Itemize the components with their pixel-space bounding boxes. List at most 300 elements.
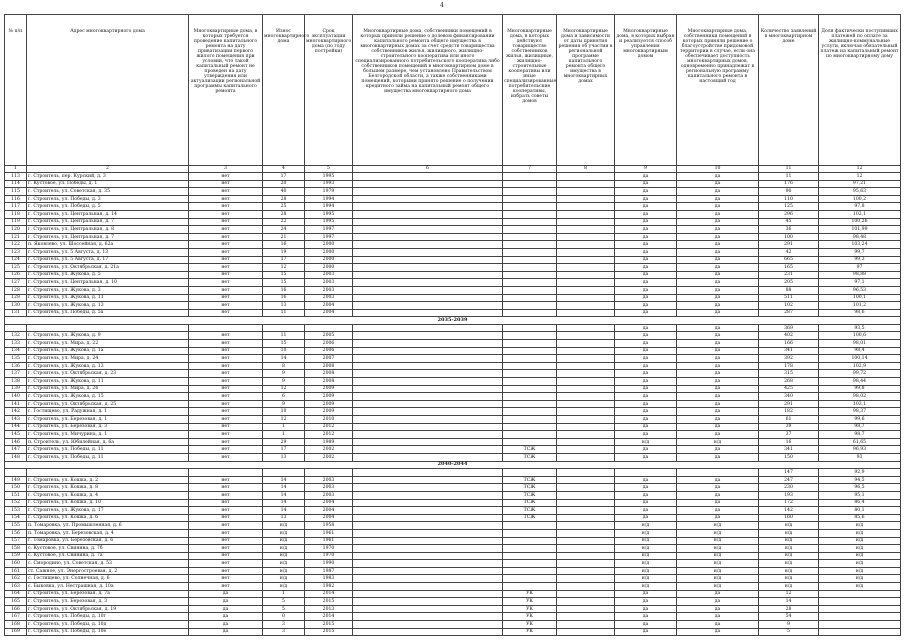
cell-col-8 xyxy=(557,605,615,613)
cell-col-7 xyxy=(503,370,557,378)
cell-col-10: да xyxy=(677,324,759,332)
cell-col-10: да xyxy=(677,476,759,484)
table-row xyxy=(5,560,901,568)
cell-col-3: нет xyxy=(189,180,263,188)
cell-col-12: н/д xyxy=(819,560,901,568)
cell-col-6 xyxy=(353,271,503,279)
cell-col-8 xyxy=(557,332,615,340)
cell-col-11: 369 xyxy=(759,324,819,332)
cell-col-1 xyxy=(5,469,27,477)
cell-col-4: 17 xyxy=(263,446,305,454)
column-number: 9 xyxy=(615,166,677,173)
cell-col-7 xyxy=(503,400,557,408)
cell-col-3: нет xyxy=(189,393,263,401)
cell-col-5: 2007 xyxy=(305,355,353,363)
cell-col-6 xyxy=(353,416,503,424)
cell-col-5: 2013 xyxy=(305,605,353,613)
cell-col-4: н/д xyxy=(263,583,305,591)
table-row xyxy=(5,286,901,294)
cell-col-4: н/д xyxy=(263,545,305,553)
cell-col-10: да xyxy=(677,180,759,188)
cell-col-9: да xyxy=(615,408,677,416)
cell-col-9: да xyxy=(615,340,677,348)
cell-col-12: 95,1 xyxy=(819,491,901,499)
table-row xyxy=(5,378,901,386)
cell-col-4: 12 xyxy=(263,264,305,272)
table-row xyxy=(5,537,901,545)
cell-col-11: 42 xyxy=(759,248,819,256)
table-row xyxy=(5,233,901,241)
cell-col-8 xyxy=(557,279,615,287)
cell-col-5: 1995 xyxy=(305,210,353,218)
cell-col-6 xyxy=(353,453,503,461)
cell-col-9: да xyxy=(615,180,677,188)
cell-col-12: 98,4 xyxy=(819,347,901,355)
cell-col-4: 20 xyxy=(263,180,305,188)
cell-col-12: 97,21 xyxy=(819,180,901,188)
cell-col-7 xyxy=(503,302,557,310)
cell-col-9: да xyxy=(615,188,677,196)
cell-col-4: 3 xyxy=(263,628,305,636)
cell-col-4: 14 xyxy=(263,484,305,492)
cell-col-2: г. Строитель, ул. Победы, д. 10е xyxy=(27,628,189,636)
cell-col-10: да xyxy=(677,400,759,408)
cell-col-9: да xyxy=(615,347,677,355)
cell-col-6 xyxy=(353,552,503,560)
cell-col-8 xyxy=(557,241,615,249)
cell-col-6 xyxy=(353,400,503,408)
cell-col-8 xyxy=(557,264,615,272)
cell-col-3: нет xyxy=(189,218,263,226)
cell-col-4: 9 xyxy=(263,400,305,408)
cell-col-1: 168 xyxy=(5,621,27,629)
cell-col-2: г. Строитель, ул. Кошка, д. 10 xyxy=(27,499,189,507)
cell-col-3 xyxy=(189,469,263,477)
cell-col-4: 24 xyxy=(263,226,305,234)
cell-col-5: 2010 xyxy=(305,416,353,424)
cell-col-1: 165 xyxy=(5,598,27,606)
cell-col-2: г. Строитель, ул. Березовая, д. 1 xyxy=(27,416,189,424)
cell-col-8 xyxy=(557,173,615,181)
cell-col-10: да xyxy=(677,598,759,606)
cell-col-1: 127 xyxy=(5,279,27,287)
cell-col-3: нет xyxy=(189,423,263,431)
column-number: 2 xyxy=(27,166,189,173)
cell-col-5: 1994 xyxy=(305,203,353,211)
cell-col-6 xyxy=(353,188,503,196)
cell-col-2: г. Строитель, ул. Октябрьская, д. 21а xyxy=(27,264,189,272)
column-header-1: № п/п xyxy=(5,15,27,166)
cell-col-3: нет xyxy=(189,514,263,522)
cell-col-10: да xyxy=(677,203,759,211)
table-row xyxy=(5,453,901,461)
cell-col-8 xyxy=(557,545,615,553)
cell-col-3: нет xyxy=(189,188,263,196)
table-row xyxy=(5,173,901,181)
cell-col-6 xyxy=(353,393,503,401)
cell-col-5: 2003 xyxy=(305,484,353,492)
cell-col-8 xyxy=(557,446,615,454)
cell-col-12: 94,5 xyxy=(819,476,901,484)
cell-col-9: да xyxy=(615,400,677,408)
cell-col-3: нет xyxy=(189,264,263,272)
cell-col-11: н/д xyxy=(759,552,819,560)
cell-col-6 xyxy=(353,476,503,484)
housing-table xyxy=(4,14,901,636)
table-row xyxy=(5,248,901,256)
column-header-8: Многоквартирные дома и зависимости от даты принятия решения об участии в региональной программе капитального ремонта общего имущества в многоквартирных домах xyxy=(557,15,615,166)
column-header-6: Многоквартирные дома, собственники помещений в которых приняли решение о долевом финансировании капитального ремонта общего имущества в многоквартирных домах за счет средств товарищества собственников жилья, жилищного, жилищно-строительного кооператива или иного специализированного потребительского кооператива либо собственников помещений в многоквартирном доме в большем размере, чем установлено Правительством Белгородской области, а также собственниками помещений, которыми принято решение о получении кредитного займа на капитальный ремонт общего имущества многоквартирного дома xyxy=(353,15,503,166)
cell-col-2: г. Строитель, ул. Кошка, д. 2 xyxy=(27,476,189,484)
cell-col-5: 1961 xyxy=(305,529,353,537)
cell-col-8 xyxy=(557,529,615,537)
cell-col-1: 132 xyxy=(5,332,27,340)
cell-col-3: нет xyxy=(189,173,263,181)
cell-col-7 xyxy=(503,203,557,211)
cell-col-12: 96,53 xyxy=(819,286,901,294)
cell-col-11: 5 xyxy=(759,628,819,636)
cell-col-7: ТСЖ xyxy=(503,491,557,499)
column-number: 4 xyxy=(263,166,305,173)
cell-col-4: 29 xyxy=(263,438,305,446)
cell-col-11: 511 xyxy=(759,294,819,302)
table-row xyxy=(5,529,901,537)
cell-col-11: н/д xyxy=(759,583,819,591)
cell-col-10: н/д xyxy=(677,545,759,553)
cell-col-3 xyxy=(189,324,263,332)
cell-col-12: 99,7 xyxy=(819,248,901,256)
cell-col-5: 2003 xyxy=(305,476,353,484)
cell-col-10: да xyxy=(677,628,759,636)
table-row xyxy=(5,340,901,348)
cell-col-6 xyxy=(353,264,503,272)
cell-col-3: нет xyxy=(189,552,263,560)
cell-col-11: 61 xyxy=(759,416,819,424)
cell-col-9: да xyxy=(615,514,677,522)
cell-col-7 xyxy=(503,545,557,553)
cell-col-2: п. Томаровка, ул. Березовская, д. 4 xyxy=(27,529,189,537)
cell-col-9: да xyxy=(615,393,677,401)
cell-col-9: да xyxy=(615,484,677,492)
cell-col-5: 2000 xyxy=(305,256,353,264)
table-row xyxy=(5,575,901,583)
cell-col-12: 92,9 xyxy=(819,469,901,477)
cell-col-3: нет xyxy=(189,560,263,568)
cell-col-3: нет xyxy=(189,484,263,492)
column-header-7: Многоквартирные дома, в которых действуют товарищество собственников жилья, жилищные, жилищно-строительные кооперативы или иные специализированные потребительские кооперативы, избрать советы домов xyxy=(503,15,557,166)
cell-col-6 xyxy=(353,514,503,522)
cell-col-9: да xyxy=(615,423,677,431)
cell-col-6 xyxy=(353,226,503,234)
cell-col-8 xyxy=(557,271,615,279)
cell-col-9: да xyxy=(615,416,677,424)
cell-col-12: 97,1 xyxy=(819,279,901,287)
cell-col-7 xyxy=(503,294,557,302)
cell-col-1: 116 xyxy=(5,195,27,203)
cell-col-9: н/д xyxy=(615,583,677,591)
cell-col-4: 1 xyxy=(263,423,305,431)
cell-col-2: г. Строитель, ул. Жукова, д. 5 xyxy=(27,271,189,279)
cell-col-10: да xyxy=(677,453,759,461)
cell-col-8 xyxy=(557,248,615,256)
cell-col-12: 103,24 xyxy=(819,241,901,249)
cell-col-8 xyxy=(557,567,615,575)
cell-col-12: н/д xyxy=(819,529,901,537)
cell-col-2: г. Строитель, ул. Октябрьская, д. 25 xyxy=(27,400,189,408)
cell-col-5: 1993 xyxy=(305,180,353,188)
cell-col-4: 13 xyxy=(263,514,305,522)
cell-col-7: ТСЖ xyxy=(503,499,557,507)
column-number: 10 xyxy=(677,166,759,173)
cell-col-6 xyxy=(353,332,503,340)
cell-col-12 xyxy=(819,613,901,621)
cell-col-2: г. Гостищево, ул. Радужная, д. 1 xyxy=(27,408,189,416)
cell-col-6 xyxy=(353,613,503,621)
cell-col-3: нет xyxy=(189,332,263,340)
cell-col-6 xyxy=(353,378,503,386)
table-row xyxy=(5,264,901,272)
cell-col-8 xyxy=(557,560,615,568)
cell-col-9: да xyxy=(615,264,677,272)
cell-col-11: н/д xyxy=(759,529,819,537)
cell-col-7: УК xyxy=(503,628,557,636)
cell-col-10: н/д xyxy=(677,575,759,583)
cell-col-1: 139 xyxy=(5,385,27,393)
cell-col-11: 39 xyxy=(759,423,819,431)
table-row xyxy=(5,431,901,439)
cell-col-6 xyxy=(353,385,503,393)
cell-col-3: нет xyxy=(189,507,263,515)
cell-col-4: 15 xyxy=(263,271,305,279)
cell-col-3: нет xyxy=(189,241,263,249)
column-header-2: Адрес многоквартирного дома xyxy=(27,15,189,166)
cell-col-11: 291 xyxy=(759,241,819,249)
cell-col-11: н/д xyxy=(759,560,819,568)
column-number: 1 xyxy=(5,166,27,173)
cell-col-7: УК xyxy=(503,613,557,621)
cell-col-4: 19 xyxy=(263,248,305,256)
cell-col-12: 86,4 xyxy=(819,499,901,507)
column-header-3: Многоквартирные дома, в которых требуется проведение капитального ремонта на дату приватизации первого жилого помещения при условии, что такой капитальный ремонт не проведен на дату утверждения или актуализации региональной программы капитального ремонта xyxy=(189,15,263,166)
table-row xyxy=(5,385,901,393)
cell-col-10: да xyxy=(677,507,759,515)
cell-col-2: г. Строитель, ул. 5 Августа, д. 13 xyxy=(27,248,189,256)
cell-col-10: да xyxy=(677,605,759,613)
cell-col-1: 164 xyxy=(5,590,27,598)
cell-col-11: н/д xyxy=(759,545,819,553)
cell-col-10: да xyxy=(677,279,759,287)
cell-col-1: 123 xyxy=(5,248,27,256)
cell-col-10: да xyxy=(677,195,759,203)
cell-col-11: 425 xyxy=(759,385,819,393)
cell-col-12: 12 xyxy=(819,173,901,181)
cell-col-6 xyxy=(353,491,503,499)
cell-col-8 xyxy=(557,203,615,211)
cell-col-9: да xyxy=(615,621,677,629)
cell-col-3: нет xyxy=(189,271,263,279)
cell-col-12: н/д xyxy=(819,583,901,591)
cell-col-2: г. Строитель, ул. Победы, д. 10д xyxy=(27,621,189,629)
cell-col-5: 1995 xyxy=(305,218,353,226)
cell-col-2: г. Строитель, ул. Кошка, д. 4 xyxy=(27,491,189,499)
cell-col-3: нет xyxy=(189,529,263,537)
cell-col-4: 1 xyxy=(263,431,305,439)
cell-col-11: 125 xyxy=(759,203,819,211)
cell-col-2: г. Строитель, ул. Жукова, д. 13 xyxy=(27,302,189,310)
cell-col-3: нет xyxy=(189,370,263,378)
cell-col-5: 2008 xyxy=(305,378,353,386)
cell-col-2: г. Строитель, ул. Кошка, д. 8 xyxy=(27,484,189,492)
cell-col-3: да xyxy=(189,621,263,629)
cell-col-1: 161 xyxy=(5,567,27,575)
cell-col-12: 102,9 xyxy=(819,362,901,370)
cell-col-6 xyxy=(353,507,503,515)
cell-col-5: 1979 xyxy=(305,188,353,196)
cell-col-10: да xyxy=(677,491,759,499)
column-number: 3 xyxy=(189,166,263,173)
cell-col-10: да xyxy=(677,218,759,226)
cell-col-7: УК xyxy=(503,598,557,606)
cell-col-1: 114 xyxy=(5,180,27,188)
cell-col-12: н/д xyxy=(819,537,901,545)
cell-col-2: г. Строитель, ул. Жукова, д. 1а xyxy=(27,347,189,355)
cell-col-9: н/д xyxy=(615,560,677,568)
cell-col-4: 15 xyxy=(263,279,305,287)
cell-col-10: н/д xyxy=(677,583,759,591)
cell-col-11: 102 xyxy=(759,302,819,310)
cell-col-12: 99,8 xyxy=(819,385,901,393)
cell-col-2 xyxy=(27,469,189,477)
cell-col-12: 99,72 xyxy=(819,370,901,378)
cell-col-2: г. Строитель, ул. Кошка, д. 6 xyxy=(27,514,189,522)
section-row xyxy=(5,317,901,325)
cell-col-4: 3 xyxy=(263,621,305,629)
cell-col-12: н/д xyxy=(819,575,901,583)
cell-col-1: 124 xyxy=(5,256,27,264)
cell-col-6 xyxy=(353,529,503,537)
cell-col-3: нет xyxy=(189,446,263,454)
cell-col-12: 99,6 xyxy=(819,416,901,424)
column-number: 8 xyxy=(557,166,615,173)
cell-col-9: да xyxy=(615,324,677,332)
table-row xyxy=(5,598,901,606)
cell-col-12 xyxy=(819,598,901,606)
table-row xyxy=(5,256,901,264)
cell-col-1: 150 xyxy=(5,484,27,492)
cell-col-8 xyxy=(557,431,615,439)
cell-col-12: 98,7 xyxy=(819,431,901,439)
cell-col-2: г. Строитель, ул. 5 Августа, д. 17 xyxy=(27,256,189,264)
cell-col-1: 141 xyxy=(5,400,27,408)
cell-col-12: 98,44 xyxy=(819,378,901,386)
cell-col-1: 144 xyxy=(5,423,27,431)
cell-col-2: г. Строитель, ул. Жукова, д. 11 xyxy=(27,294,189,302)
cell-col-4: 11 xyxy=(263,332,305,340)
table-row xyxy=(5,309,901,317)
cell-col-2: г. Строитель, ул. Мира, д. 22 xyxy=(27,340,189,348)
cell-col-1: 140 xyxy=(5,393,27,401)
cell-col-2: г. Строитель, ул. Центральная, д. 8 xyxy=(27,226,189,234)
table-row xyxy=(5,294,901,302)
cell-col-3: нет xyxy=(189,408,263,416)
cell-col-5: 1990 xyxy=(305,560,353,568)
cell-col-9: да xyxy=(615,210,677,218)
cell-col-2: п. Томаровка, ул. Промышленная, д. 6 xyxy=(27,522,189,530)
cell-col-1: 157 xyxy=(5,537,27,545)
cell-col-8 xyxy=(557,484,615,492)
cell-col-6 xyxy=(353,590,503,598)
cell-col-10: да xyxy=(677,416,759,424)
cell-col-10: да xyxy=(677,393,759,401)
cell-col-5: 2003 xyxy=(305,271,353,279)
cell-col-12: 96,5 xyxy=(819,484,901,492)
cell-col-1: 147 xyxy=(5,446,27,454)
cell-col-8 xyxy=(557,575,615,583)
cell-col-1: 126 xyxy=(5,271,27,279)
table-row xyxy=(5,605,901,613)
cell-col-9: да xyxy=(615,355,677,363)
cell-col-11: 392 xyxy=(759,355,819,363)
cell-col-5: 1982 xyxy=(305,583,353,591)
cell-col-11: 88 xyxy=(759,286,819,294)
cell-col-11: 231 xyxy=(759,271,819,279)
cell-col-7 xyxy=(503,529,557,537)
cell-col-8 xyxy=(557,590,615,598)
cell-col-4: 1 xyxy=(263,590,305,598)
table-row xyxy=(5,590,901,598)
cell-col-1: 136 xyxy=(5,362,27,370)
cell-col-2: г. Строитель, ул. Жукова, д. 13 xyxy=(27,362,189,370)
cell-col-10: да xyxy=(677,514,759,522)
cell-col-5: 1997 xyxy=(305,233,353,241)
cell-col-9: н/д xyxy=(615,537,677,545)
cell-col-8 xyxy=(557,408,615,416)
cell-col-5 xyxy=(305,324,353,332)
cell-col-1: 149 xyxy=(5,476,27,484)
cell-col-5 xyxy=(305,469,353,477)
cell-col-3: нет xyxy=(189,286,263,294)
cell-col-3: нет xyxy=(189,491,263,499)
cell-col-1: 130 xyxy=(5,302,27,310)
cell-col-4: 13 xyxy=(263,453,305,461)
cell-col-4: 17 xyxy=(263,256,305,264)
cell-col-8 xyxy=(557,362,615,370)
cell-col-6 xyxy=(353,347,503,355)
cell-col-12: 93 xyxy=(819,453,901,461)
cell-col-4: 12 xyxy=(263,416,305,424)
cell-col-5: 2008 xyxy=(305,362,353,370)
table-row xyxy=(5,324,901,332)
cell-col-10: н/д xyxy=(677,529,759,537)
cell-col-7 xyxy=(503,286,557,294)
cell-col-4: 9 xyxy=(263,370,305,378)
cell-col-1: 153 xyxy=(5,507,27,515)
cell-col-11: 287 xyxy=(759,309,819,317)
cell-col-12 xyxy=(819,628,901,636)
cell-col-8 xyxy=(557,378,615,386)
cell-col-4 xyxy=(263,324,305,332)
cell-col-8 xyxy=(557,340,615,348)
cell-col-5: 2012 xyxy=(305,431,353,439)
cell-col-1: 156 xyxy=(5,529,27,537)
cell-col-2: п. Строитель, ул. Юбилейная, д. 6а xyxy=(27,438,189,446)
cell-col-4: 14 xyxy=(263,499,305,507)
cell-col-12: 85,6 xyxy=(819,514,901,522)
cell-col-9: да xyxy=(615,309,677,317)
cell-col-11: н/д xyxy=(759,522,819,530)
cell-col-2: г. Строитель, ул. Жукова, д. 3 xyxy=(27,286,189,294)
table-row xyxy=(5,499,901,507)
